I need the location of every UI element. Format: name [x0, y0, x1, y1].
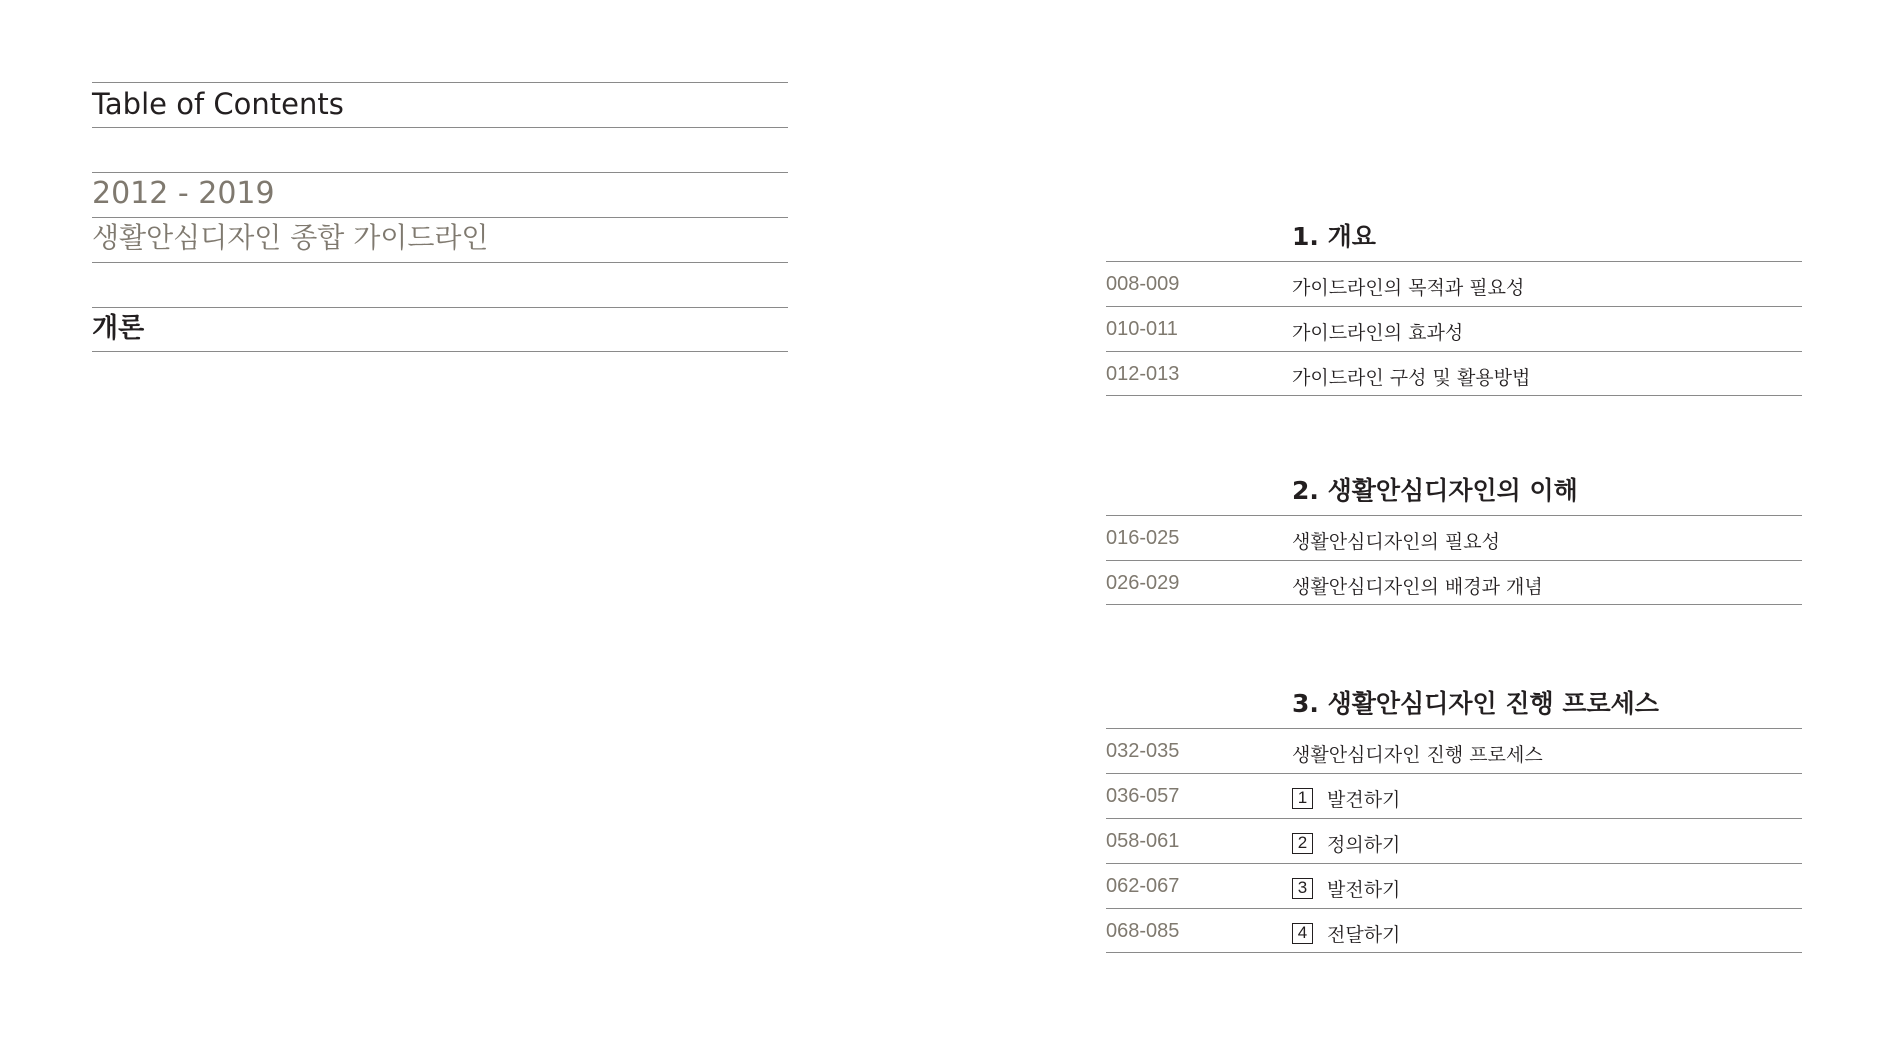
toc-entry[interactable]: [1106, 908, 1802, 953]
section-heading: 3. 생활안심디자인 진행 프로세스: [1292, 689, 1659, 718]
section-heading: 2. 생활안심디자인의 이해: [1292, 476, 1578, 505]
entry-text: 가이드라인의 효과성: [1292, 322, 1464, 344]
entry-label: [1292, 785, 1400, 812]
years-row: [92, 172, 788, 217]
step-number-box: 3: [1292, 878, 1313, 899]
entry-label: [1292, 920, 1400, 947]
guide-title-row: [92, 217, 788, 262]
spacer-row: [92, 262, 788, 307]
toc-entry[interactable]: [1106, 560, 1802, 605]
entry-label: [1292, 830, 1400, 857]
page-range: 010-011: [1106, 318, 1178, 340]
entry-text: 생활안심디자인의 필요성: [1292, 531, 1500, 553]
entry-text: 생활안심디자인의 배경과 개념: [1292, 576, 1543, 598]
toc-entry[interactable]: [1106, 773, 1802, 818]
page-range: 016-025: [1106, 527, 1180, 549]
section-heading: 1. 개요: [1292, 222, 1376, 251]
part-title: 개론: [92, 313, 145, 344]
entry-text: 생활안심디자인 진행 프로세스: [1292, 744, 1543, 766]
entry-label: [1292, 572, 1543, 599]
toc-entry[interactable]: [1106, 863, 1802, 908]
entry-label: [1292, 363, 1530, 390]
entry-label: [1292, 273, 1524, 300]
entry-text: 가이드라인 구성 및 활용방법: [1292, 367, 1531, 389]
entry-text: 가이드라인의 목적과 필요성: [1292, 277, 1525, 299]
page-range: 068-085: [1106, 920, 1180, 942]
toc-left-panel: [92, 82, 788, 352]
page-range: 036-057: [1106, 785, 1180, 807]
toc-entry[interactable]: [1106, 515, 1802, 560]
guide-title: 생활안심디자인 종합 가이드라인: [92, 221, 489, 254]
toc-section-2: [1106, 470, 1802, 605]
toc-section-1: [1106, 216, 1802, 396]
step-number-box: 4: [1292, 923, 1313, 944]
section-heading-row: [1106, 683, 1802, 728]
step-number-box: 1: [1292, 788, 1313, 809]
toc-section-3: [1106, 683, 1802, 953]
entry-text: 정의하기: [1327, 834, 1401, 856]
toc-title-row: [92, 82, 788, 127]
toc-entry[interactable]: [1106, 351, 1802, 396]
entry-text: 전달하기: [1327, 924, 1401, 946]
toc-entry[interactable]: [1106, 728, 1802, 773]
entry-text: 발견하기: [1327, 789, 1401, 811]
page-range: 058-061: [1106, 830, 1180, 852]
toc-entry[interactable]: [1106, 818, 1802, 863]
page-range: 062-067: [1106, 875, 1180, 897]
entry-label: [1292, 318, 1463, 345]
page-range: 008-009: [1106, 273, 1180, 295]
entry-label: [1292, 875, 1400, 902]
section-heading-row: [1106, 470, 1802, 515]
entry-text: 발전하기: [1327, 879, 1401, 901]
page-range: 026-029: [1106, 572, 1180, 594]
page-range: 012-013: [1106, 363, 1180, 385]
section-heading-row: [1106, 216, 1802, 261]
years-range: 2012 - 2019: [92, 176, 275, 211]
entry-label: [1292, 740, 1543, 767]
step-number-box: 2: [1292, 833, 1313, 854]
toc-entry[interactable]: [1106, 306, 1802, 351]
toc-entry[interactable]: [1106, 261, 1802, 306]
part-title-row: [92, 307, 788, 352]
toc-title: Table of Contents: [92, 87, 344, 121]
spacer-row: [92, 127, 788, 172]
entry-label: [1292, 527, 1500, 554]
page-range: 032-035: [1106, 740, 1180, 762]
